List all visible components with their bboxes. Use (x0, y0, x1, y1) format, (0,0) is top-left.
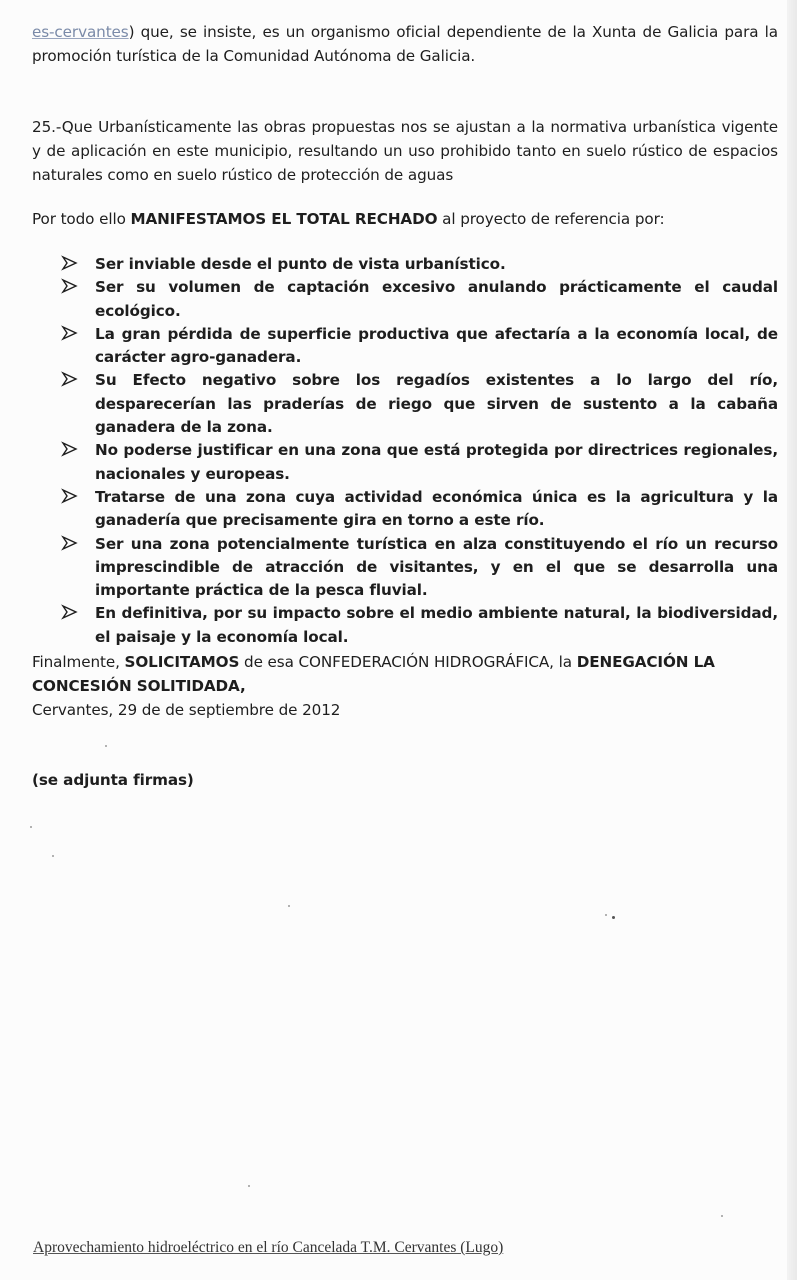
intro-link[interactable]: es-cervantes (32, 23, 129, 41)
conclusion-suffix: al proyecto de referencia por: (437, 210, 665, 228)
list-item-text: En definitiva, por su impacto sobre el medio ambiente natural, la biodiversidad, el paisaje y la economía local. (95, 604, 778, 646)
final-bold-denial: DENEGACIÓN LA CONCESIÓN SOLITIDADA, (32, 653, 715, 695)
intro-paragraph (32, 20, 778, 68)
conclusion-paragraph (32, 207, 778, 231)
final-bold-request: SOLICITAMOS (124, 653, 240, 671)
arrow-bullet-icon (61, 604, 79, 620)
arrow-bullet-icon (61, 488, 79, 504)
arrow-bullet-icon (61, 325, 79, 341)
final-prefix: Finalmente, (32, 653, 125, 671)
list-item (58, 602, 778, 649)
document-footer: Aprovechamiento hidroeléctrico en el río Cancelada T.M. Cervantes (Lugo) (33, 1239, 504, 1256)
list-item (58, 439, 778, 486)
arrow-bullet-icon (61, 441, 79, 457)
scan-speck (721, 1215, 723, 1217)
reasons-list (58, 253, 778, 649)
list-item (58, 369, 778, 439)
scan-speck (605, 914, 607, 916)
list-item-text: Ser inviable desde el punto de vista urbanístico. (95, 255, 506, 273)
list-item-text: No poderse justificar en una zona que está protegida por directrices regionales, nacionales y europeas. (95, 441, 778, 483)
arrow-bullet-icon (61, 278, 79, 294)
intro-text: ) que, se insiste, es un organismo oficial dependiente de la Xunta de Galicia para la promoción turística de la Comunidad Autónoma de Galicia. (32, 23, 778, 65)
signatures-note: (se adjunta firmas) (32, 771, 194, 789)
final-request-paragraph (32, 650, 778, 698)
date-line: Cervantes, 29 de de septiembre de 2012 (32, 701, 341, 719)
list-item-text: Tratarse de una zona cuya actividad económica única es la agricultura y la ganadería que precisamente gira en torno a este río. (95, 487, 778, 530)
list-item (58, 533, 778, 603)
list-item-text: Ser una zona potencialmente turística en alza constituyendo el río un recurso imprescindible de atracción de visitantes, y en el que se desarrolla una importante práctica de la pesca fluvial. (95, 534, 778, 600)
list-item-text: Su Efecto negativo sobre los regadíos existentes a lo largo del río, desparecerían las praderías de riego que sirven de sustento a la cabaña ganadera de la zona. (95, 371, 778, 437)
scan-speck (105, 745, 107, 747)
conclusion-prefix: Por todo ello (32, 210, 131, 228)
final-middle: de esa CONFEDERACIÓN HIDROGRÁFICA, la (239, 653, 577, 671)
scan-edge-shadow (787, 0, 797, 1280)
scan-speck (288, 905, 290, 907)
point-25-paragraph: 25.-Que Urbanísticamente las obras propuestas nos se ajustan a la normativa urbanística vigente y de aplicación en este municipio, resultando un uso prohibido tanto en suelo rústico de espacios naturales como en suelo rústico de protección de aguas (32, 118, 778, 184)
list-item (58, 486, 778, 533)
scan-speck (248, 1185, 250, 1187)
conclusion-bold: MANIFESTAMOS EL TOTAL RECHADO (130, 210, 438, 228)
list-item (58, 276, 778, 323)
scan-speck (30, 826, 32, 828)
scan-speck (612, 916, 615, 919)
list-item (58, 323, 778, 370)
arrow-bullet-icon (61, 255, 79, 271)
list-item-text: Ser su volumen de captación excesivo anulando prácticamente el caudal ecológico. (95, 278, 778, 320)
arrow-bullet-icon (61, 535, 79, 551)
arrow-bullet-icon (61, 371, 79, 387)
list-item-text: La gran pérdida de superficie productiva que afectaría a la economía local, de carácter agro-ganadera. (95, 324, 778, 367)
scan-speck (52, 855, 54, 857)
list-item (58, 253, 778, 276)
